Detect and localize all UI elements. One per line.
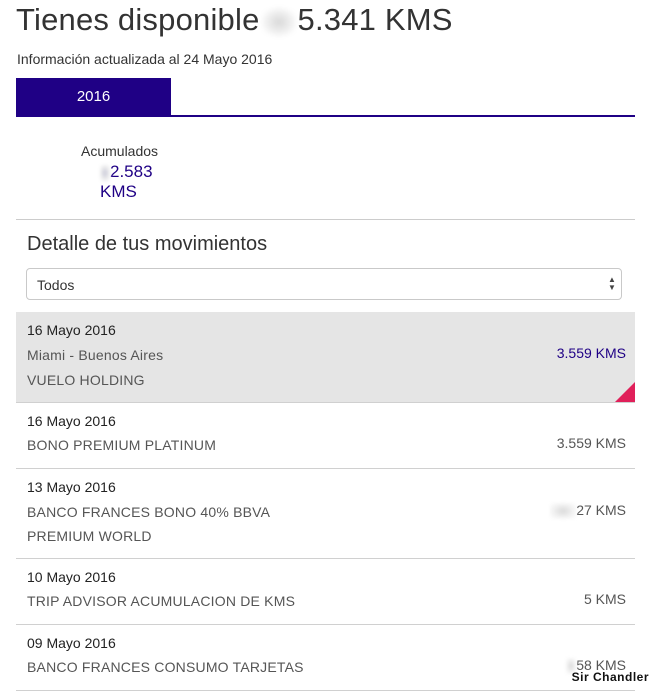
movement-date: 09 Mayo 2016	[27, 635, 116, 651]
movement-amount: 3.559 KMS	[556, 435, 626, 451]
movement-date: 10 Mayo 2016	[27, 569, 116, 585]
watermark: Sir Chandler	[571, 670, 649, 684]
movement-amount: 5 KMS	[583, 591, 626, 607]
movement-description: BANCO FRANCES BONO 40% BBVA	[27, 504, 271, 520]
corner-flag-icon	[615, 382, 635, 402]
accumulated-number: 2.583	[110, 162, 153, 181]
movement-row[interactable]	[16, 625, 635, 691]
movement-amount	[550, 502, 626, 519]
updated-info: Información actualizada al 24 Mayo 2016	[17, 51, 273, 67]
movement-detail: PREMIUM WORLD	[27, 528, 152, 544]
movement-date: 16 Mayo 2016	[27, 413, 116, 429]
tab-2016[interactable]: 2016	[16, 78, 171, 115]
movement-date: 13 Mayo 2016	[27, 479, 116, 495]
movement-row[interactable]	[16, 559, 635, 625]
movement-row[interactable]	[16, 403, 635, 469]
blurred-region	[100, 165, 110, 181]
movement-amount-text: 58 KMS	[576, 657, 626, 673]
select-arrows-icon: ▲ ▼	[608, 275, 616, 292]
year-tab-bar	[16, 78, 635, 117]
movement-description: TRIP ADVISOR ACUMULACION DE KMS	[27, 593, 296, 609]
movement-detail: VUELO HOLDING	[27, 372, 145, 388]
movement-date: 16 Mayo 2016	[27, 322, 116, 338]
movement-row[interactable]	[16, 312, 635, 403]
movement-filter-select[interactable]	[26, 268, 622, 300]
blurred-region	[261, 7, 297, 37]
page-title	[16, 2, 453, 38]
filter-selected-value: Todos	[37, 277, 75, 293]
accumulated-label: Acumulados	[81, 143, 159, 159]
movement-description: BONO PREMIUM PLATINUM	[27, 437, 217, 453]
movement-amount: 3.559 KMS	[556, 345, 626, 361]
blurred-region	[550, 503, 576, 519]
accumulated-value	[100, 162, 153, 202]
movement-description: BANCO FRANCES CONSUMO TARJETAS	[27, 659, 304, 675]
divider	[16, 219, 635, 220]
movement-description: Miami - Buenos Aires	[27, 347, 164, 363]
movement-row[interactable]	[16, 469, 635, 559]
accumulated-unit: KMS	[100, 182, 137, 201]
movements-title: Detalle de tus movimientos	[27, 233, 268, 255]
available-kms: 5.341 KMS	[297, 2, 453, 37]
title-prefix: Tienes disponible	[16, 2, 260, 37]
movement-amount-text: 27 KMS	[576, 502, 626, 518]
